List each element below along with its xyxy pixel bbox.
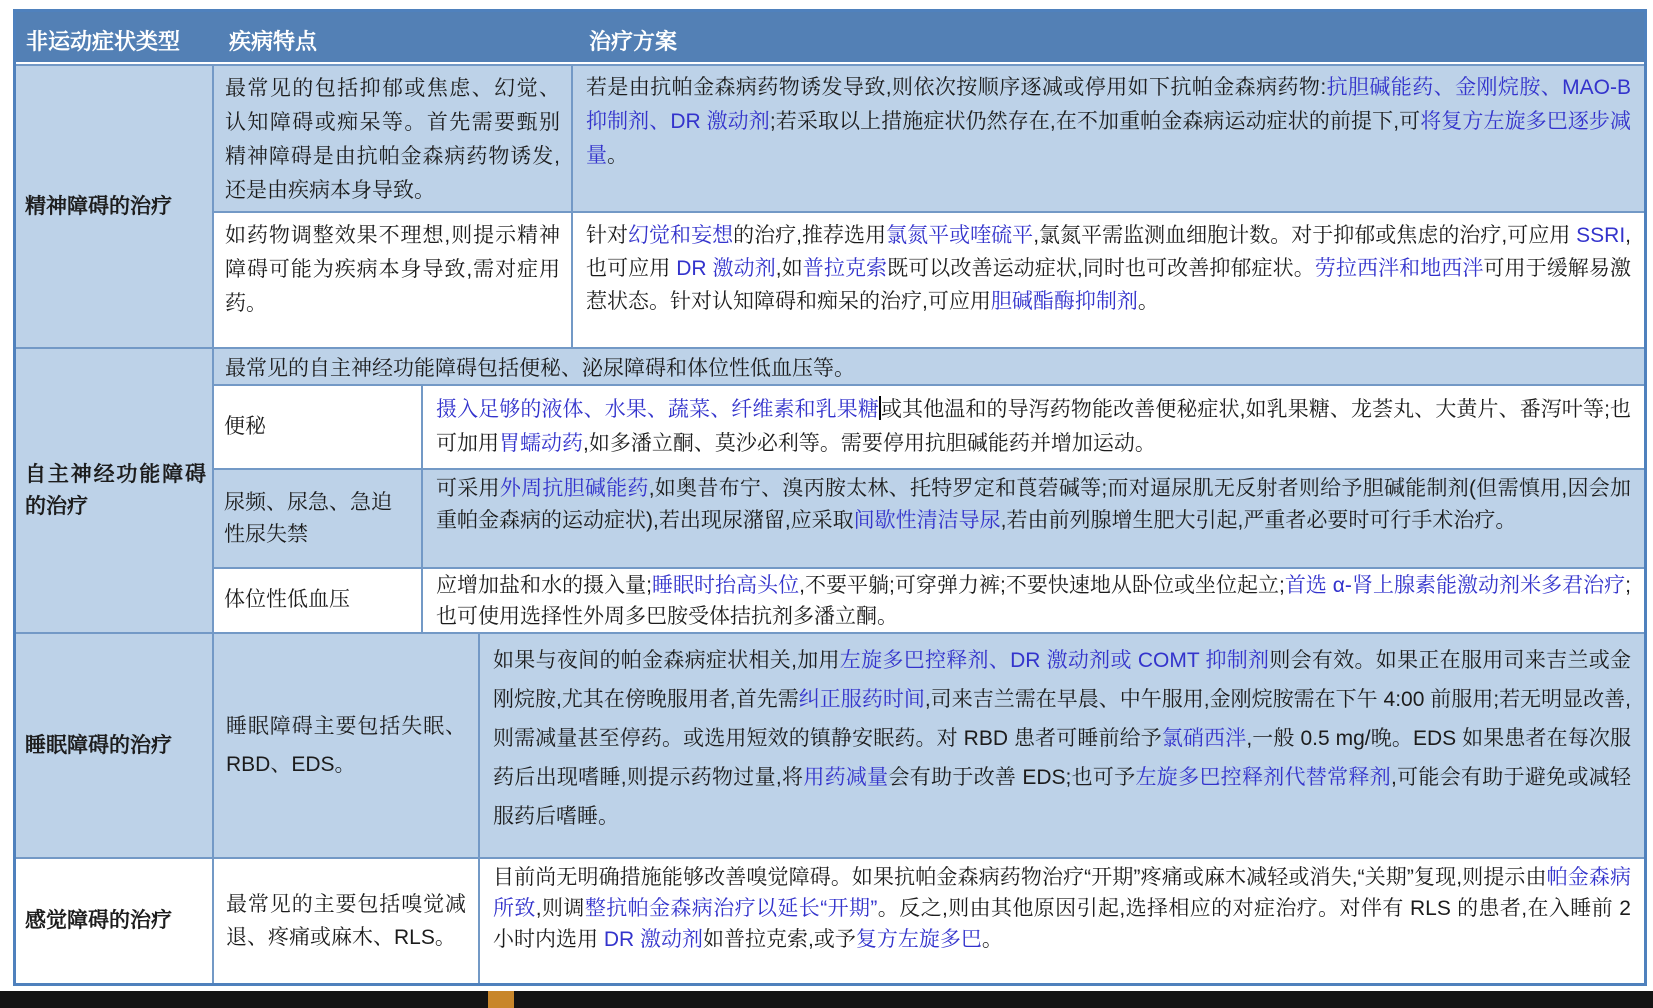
type-cell-sleep[interactable]: 睡眠障碍的治疗: [16, 634, 212, 857]
treatment-cell[interactable]: 若是由抗帕金森病药物诱发导致,则依次按顺序逐减或停用如下抗帕金森病药物:抗胆碱能药、金刚烷胺、MAO-B 抑制剂、DR 激动剂;若采取以上措施症状仍然存在,在不加重帕金森病运动症状的前提下,可将复方左旋多巴逐步减量。: [571, 66, 1644, 211]
section-body-mental: [212, 66, 1644, 347]
note-cell-autonomic[interactable]: 最常见的自主神经功能障碍包括便秘、泌尿障碍和体位性低血压等。: [214, 349, 1644, 384]
row-urinary: [214, 468, 1644, 567]
section-sensory-disorders: [16, 857, 1644, 983]
feature-text: 最常见的主要包括嗅觉减退、疼痛或麻木、RLS。: [226, 893, 466, 949]
header-cell-disease-feature: 疾病特点: [229, 29, 318, 54]
row-orthostatic-hypotension: [214, 567, 1644, 632]
feature-cell[interactable]: 最常见的包括抑郁或焦虑、幻觉、认知障碍或痴呆等。首先需要甄别精神障碍是由抗帕金森病药物诱发,还是由疾病本身导致。: [214, 66, 571, 211]
row-mental-drug-induced: [214, 66, 1644, 211]
treatment-cell[interactable]: 针对幻觉和妄想的治疗,推荐选用氯氮平或喹硫平,氯氮平需监测血细胞计数。对于抑郁或焦虑的治疗,可应用 SSRI,也可应用 DR 激动剂,如普拉克索既可以改善运动症状,同时也可改善抑郁症状。劳拉西泮和地西泮可用于缓解易激惹状态。针对认知障碍和痴呆的治疗,可应用胆碱酯酶抑制剂。: [571, 213, 1644, 347]
table-header-row: [16, 12, 1644, 64]
row-mental-disease-itself: [214, 211, 1644, 347]
feature-cell[interactable]: [214, 634, 478, 857]
header-cell-symptom-type: 非运动症状类型: [26, 29, 181, 54]
symptom-cell[interactable]: 便秘: [214, 386, 421, 468]
bottom-accent-block: [488, 991, 514, 1008]
treatment-cell[interactable]: 摄入足够的液体、水果、蔬菜、纤维素和乳果糖或其他温和的导泻药物能改善便秘症状,如乳果糖、龙荟丸、大黄片、番泻叶等;也可加用胃蠕动药,如多潘立酮、莫沙必利等。需要停用抗胆碱能药并增加运动。: [421, 386, 1644, 468]
feature-cell[interactable]: [214, 859, 478, 983]
type-cell-autonomic[interactable]: 自主神经功能障碍的治疗: [16, 349, 212, 632]
section-body-autonomic: [212, 349, 1644, 632]
row-constipation: [214, 384, 1644, 468]
section-sleep-disorders: [16, 632, 1644, 857]
symptom-cell[interactable]: 尿频、尿急、急迫性尿失禁: [214, 470, 421, 567]
type-cell-mental[interactable]: 精神障碍的治疗: [16, 66, 212, 347]
feature-text: 睡眠障碍主要包括失眠、RBD、EDS。: [226, 714, 466, 776]
symptom-cell[interactable]: 体位性低血压: [214, 569, 421, 632]
header-cell-treatment-plan: 治疗方案: [589, 29, 678, 54]
row-sensory: [214, 859, 1644, 983]
feature-cell[interactable]: 如药物调整效果不理想,则提示精神障碍可能为疾病本身导致,需对症用药。: [214, 213, 571, 347]
treatment-table: [13, 9, 1647, 986]
treatment-cell[interactable]: 应增加盐和水的摄入量;睡眠时抬高头位,不要平躺;可穿弹力裤;不要快速地从卧位或坐位起立;首选 α-肾上腺素能激动剂米多君治疗;也可使用选择性外周多巴胺受体拮抗剂多潘立酮。: [421, 569, 1644, 632]
treatment-cell[interactable]: 目前尚无明确措施能够改善嗅觉障碍。如果抗帕金森病药物治疗“开期”疼痛或麻木减轻或消失,“关期”复现,则提示由帕金森病所致,则调整抗帕金森病治疗以延长“开期”。反之,则由其他原因引起,选择相应的对症治疗。对伴有 RLS 的患者,在入睡前 2 小时内选用 DR 激动剂如普拉克索,或予复方左旋多巴。: [478, 859, 1644, 983]
treatment-cell[interactable]: 如果与夜间的帕金森病症状相关,加用左旋多巴控释剂、DR 激动剂或 COMT 抑制剂则会有效。如果正在服用司来吉兰或金刚烷胺,尤其在傍晚服用者,首先需纠正服药时间,司来吉兰需在早晨、中午服用,金刚烷胺需在下午 4:00 前服用;若无明显改善,则需减量甚至停药。或选用短效的镇静安眠药。对 RBD 患者可睡前给予氯硝西泮,一般 0.5 mg/晚。EDS 如果患者在每次服药后出现嗜睡,则提示药物过量,将用药减量会有助于改善 EDS;也可予左旋多巴控释剂代替常释剂,可能会有助于避免或减轻服药后嗜睡。: [478, 634, 1644, 857]
row-sleep: [214, 634, 1644, 857]
section-body-sleep: [212, 634, 1644, 857]
treatment-cell[interactable]: 可采用外周抗胆碱能药,如奥昔布宁、溴丙胺太林、托特罗定和莨菪碱等;而对逼尿肌无反射者则给予胆碱能制剂(但需慎用,因会加重帕金森病的运动症状),若出现尿潴留,应采取间歇性清洁导尿,若由前列腺增生肥大引起,严重者必要时可行手术治疗。: [421, 470, 1644, 567]
section-body-sensory: [212, 859, 1644, 983]
bottom-partial-row: [0, 991, 1653, 1008]
section-mental-disorders: [16, 64, 1644, 347]
section-autonomic-dysfunction: [16, 347, 1644, 632]
type-cell-sensory[interactable]: 感觉障碍的治疗: [16, 859, 212, 983]
